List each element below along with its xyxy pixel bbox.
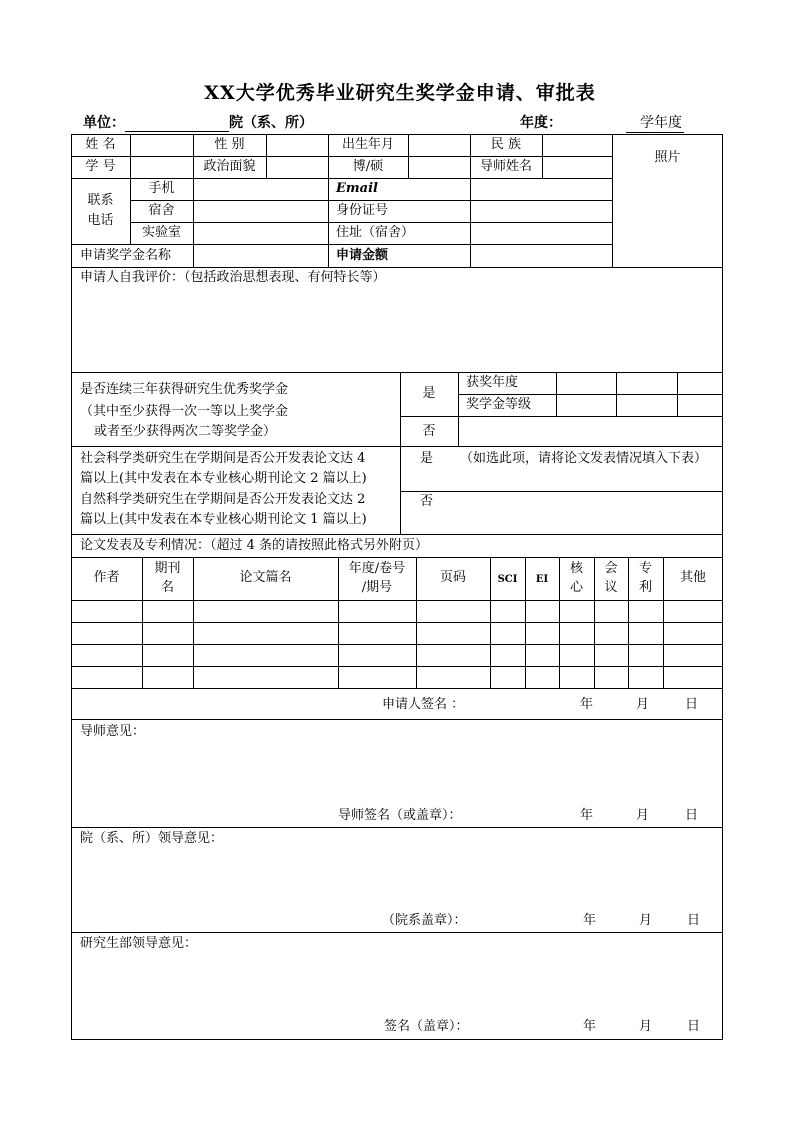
dept-sign-label: （院系盖章）： xyxy=(382,913,467,928)
divider xyxy=(71,446,723,447)
divider xyxy=(71,267,723,268)
col-issue-2: /期号 xyxy=(361,580,393,595)
divider xyxy=(71,156,612,157)
birth-label: 出生年月 xyxy=(341,137,394,152)
natural-req-line-2: 篇以上(其中发表在本专业核心期刊论文 1 篇以上) xyxy=(80,512,367,527)
col-other: 其他 xyxy=(679,570,706,585)
papers-yes-note: （如选此项，请将论文发表情况填入下表） xyxy=(460,451,708,466)
unit-field xyxy=(83,112,313,132)
contact-label-1: 联系 xyxy=(87,193,114,208)
unit-label: 单位： xyxy=(83,115,125,131)
contact-label-2: 电话 xyxy=(87,213,114,228)
consecutive-no[interactable]: 否 xyxy=(422,424,436,439)
scholarship-name-label: 申请奖学金名称 xyxy=(80,248,172,263)
col-issue-1: 年度/卷号 xyxy=(348,561,406,576)
divider xyxy=(458,372,459,446)
date-month: 月 xyxy=(639,913,653,928)
date-day: 日 xyxy=(685,808,699,823)
date-year: 年 xyxy=(583,913,597,928)
social-req-line-1: 社会科学类研究生在学期间是否公开发表论文达 4 xyxy=(80,451,366,466)
dorm-label: 宿舍 xyxy=(148,203,175,218)
divider xyxy=(71,557,723,558)
col-patent-2: 利 xyxy=(638,580,652,595)
papers-no[interactable]: 否 xyxy=(420,494,434,509)
advisor-sign-label: 导师签名（或盖章）： xyxy=(338,808,462,823)
divider xyxy=(71,178,612,179)
student-id-label: 学 号 xyxy=(85,159,116,174)
lab-label: 实验室 xyxy=(141,225,181,240)
divider xyxy=(71,827,723,828)
dept-suffix: 院（系、所） xyxy=(229,115,313,131)
divider xyxy=(193,134,194,267)
papers-note: 论文发表及专利情况：（超过 4 条的请按照此格式另外附页） xyxy=(80,538,429,553)
id-number-label: 身份证号 xyxy=(336,203,389,218)
divider xyxy=(71,644,723,645)
divider xyxy=(71,932,723,933)
divider xyxy=(71,372,723,373)
date-day: 日 xyxy=(687,1019,701,1034)
advisor-label: 导师姓名 xyxy=(479,159,532,174)
grad-sign-label: 签名（盖章）： xyxy=(384,1019,469,1034)
divider xyxy=(71,719,723,720)
form-title: XX大学优秀毕业研究生奖学金申请、审批表 xyxy=(204,82,596,104)
dept-opinion-label: 院（系、所）领导意见： xyxy=(80,831,224,846)
date-year: 年 xyxy=(583,1019,597,1034)
col-pages: 页码 xyxy=(439,570,466,585)
papers-yes[interactable]: 是 xyxy=(420,451,434,466)
date-month: 月 xyxy=(639,1019,653,1034)
award-level-label: 奖学金等级 xyxy=(466,397,532,412)
natural-req-line-1: 自然科学类研究生在学期间是否公开发表论文达 2 xyxy=(80,492,366,507)
date-day: 日 xyxy=(687,913,701,928)
unit-input-line[interactable] xyxy=(125,116,229,132)
divider xyxy=(71,666,723,667)
year-label: 年度： xyxy=(520,115,562,131)
divider xyxy=(71,534,723,535)
ethnic-label: 民 族 xyxy=(490,137,522,152)
col-core-2: 心 xyxy=(569,580,583,595)
divider xyxy=(130,200,612,201)
photo-label: 照片 xyxy=(654,150,681,165)
name-label: 姓 名 xyxy=(85,137,116,152)
address-label: 住址（宿舍） xyxy=(336,225,415,240)
date-month: 月 xyxy=(636,697,650,712)
divider xyxy=(400,491,723,492)
consecutive-yes[interactable]: 是 xyxy=(422,386,436,401)
amount-label: 申请金额 xyxy=(336,248,389,263)
col-paper-name: 论文篇名 xyxy=(239,570,292,585)
mobile-label: 手机 xyxy=(148,181,175,196)
divider xyxy=(400,416,723,417)
col-conf-2: 议 xyxy=(604,580,618,595)
social-req-line-2: 篇以上(其中发表在本专业核心期刊论文 2 篇以上) xyxy=(80,471,367,486)
col-core-1: 核 xyxy=(569,561,583,576)
date-day: 日 xyxy=(685,697,699,712)
email-label: Email xyxy=(336,181,378,196)
col-journal-1: 期刊 xyxy=(154,561,181,576)
advisor-opinion-label: 导师意见： xyxy=(80,724,146,739)
divider xyxy=(71,600,723,601)
col-journal-2: 名 xyxy=(160,580,174,595)
gender-label: 性 别 xyxy=(214,137,245,152)
divider xyxy=(71,688,723,689)
grad-opinion-label: 研究生部领导意见： xyxy=(80,936,198,951)
divider xyxy=(71,244,612,245)
divider xyxy=(408,134,409,178)
consecutive-line-1: 是否连续三年获得研究生优秀奖学金 xyxy=(80,382,289,397)
degree-label: 博/硕 xyxy=(352,159,384,174)
col-patent-1: 专 xyxy=(638,561,652,576)
divider xyxy=(470,134,471,267)
divider xyxy=(130,222,612,223)
col-author: 作者 xyxy=(93,570,120,585)
divider xyxy=(542,134,543,178)
col-conf-1: 会 xyxy=(604,561,618,576)
col-ei: EI xyxy=(535,574,549,585)
consecutive-line-3: 或者至少获得两次二等奖学金） xyxy=(94,424,277,439)
political-label: 政治面貌 xyxy=(203,159,256,174)
award-year-label: 获奖年度 xyxy=(466,375,519,390)
divider xyxy=(71,622,723,623)
col-sci: SCI xyxy=(497,574,518,585)
consecutive-line-2: （其中至少获得一次一等以上奖学金 xyxy=(80,404,289,419)
year-suffix: 学年度 xyxy=(626,112,684,133)
divider xyxy=(266,134,267,178)
date-year: 年 xyxy=(580,697,594,712)
divider xyxy=(328,134,329,267)
date-month: 月 xyxy=(636,808,650,823)
self-eval-label: 申请人自我评价：（包括政治思想表现、有何特长等） xyxy=(80,270,386,285)
applicant-sign-label: 申请人签名 ： xyxy=(382,697,465,712)
date-year: 年 xyxy=(580,808,594,823)
divider xyxy=(458,394,723,395)
